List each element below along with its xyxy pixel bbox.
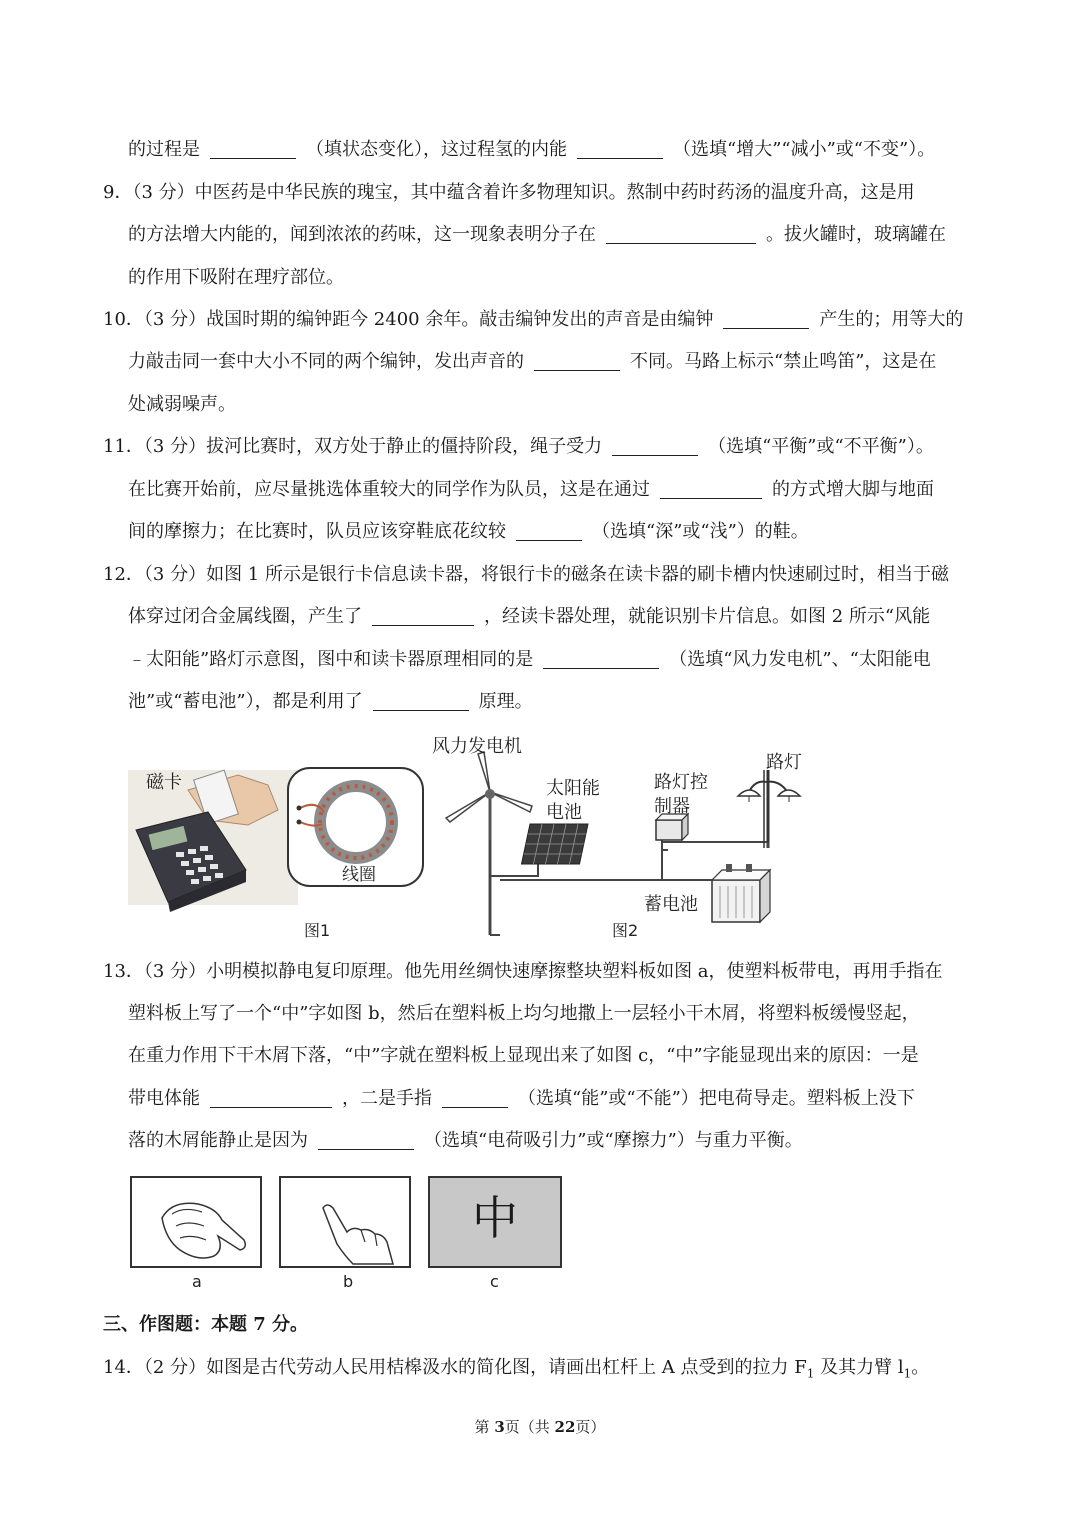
- solar-panel: [521, 824, 588, 864]
- text-line: 在比赛开始前，应尽量挑选体重较大的同学作为队员，这是在通过 的方式增大脚与地面: [128, 479, 934, 500]
- answer-blank[interactable]: [612, 437, 698, 456]
- answer-blank[interactable]: [543, 650, 659, 669]
- answer-blank[interactable]: [534, 352, 620, 371]
- controller-label-2: 制器: [654, 796, 690, 817]
- text-line: 在重力作用下干木屑下落，“中”字就在塑料板上显现出来了如图 c，“中”字能显现出来的原因：一是: [128, 1045, 919, 1066]
- storage-battery: [708, 864, 770, 922]
- panel-c-caption: c: [490, 1272, 499, 1291]
- figure-electrostatic-copy: [128, 1174, 564, 1300]
- panel-c: [428, 1176, 562, 1268]
- controller-label-1: 路灯控: [654, 772, 708, 793]
- text-line: ﹣太阳能”路灯示意图，图中和读卡器原理相同的是 （选填“风力发电机”、“太阳能电: [128, 649, 931, 670]
- question-14: 14．（2 分）如图是古代劳动人民用桔槔汲水的简化图，请画出杠杆上 A 点受到的拉力 $F_1$ 及其力臂 $l_1$。: [103, 1357, 930, 1381]
- text-line: 力敲击同一套中大小不同的两个编钟，发出声音的 不同。马路上标示“禁止鸣笛”，这是在: [128, 351, 937, 372]
- card-label: 磁卡: [146, 772, 182, 793]
- text-line: 的过程是 （填状态变化），这过程氢的内能 （选填“增大”“减小”或“不变”）。: [128, 139, 936, 160]
- lamp-label: 路灯: [766, 752, 802, 773]
- solar-label-1: 太阳能: [546, 778, 600, 799]
- page-footer: 第 3页（共 22页）: [474, 1418, 606, 1436]
- answer-blank[interactable]: [516, 522, 582, 541]
- figure-card-reader-and-streetlight: [128, 730, 808, 945]
- writing-finger-drawing: [281, 1178, 409, 1266]
- question-11: 11．（3 分）拔河比赛时，双方处于静止的僵持阶段，绳子受力 （选填“平衡”或“不平衡”）。: [103, 436, 934, 457]
- text-line: 带电体能 ，二是手指 （选填“能”或“不能”）把电荷导走。塑料板上没下: [128, 1088, 915, 1109]
- turbine-hub: [485, 789, 495, 799]
- question-12: 12．（3 分）如图 1 所示是银行卡信息读卡器，将银行卡的磁条在读卡器的刷卡槽内快速刷过时，相当于磁: [103, 564, 949, 585]
- panel-a-caption: a: [192, 1272, 202, 1291]
- answer-blank[interactable]: [210, 140, 296, 159]
- panel-b: [279, 1176, 411, 1268]
- answer-blank[interactable]: [373, 692, 469, 711]
- battery-label: 蓄电池: [644, 894, 698, 915]
- wind-generator-label: 风力发电机: [432, 736, 522, 757]
- answer-blank[interactable]: [660, 480, 762, 499]
- answer-blank[interactable]: [577, 140, 663, 159]
- question-13: 13．（3 分）小明模拟静电复印原理。他先用丝绸快速摩擦整块塑料板如图 a，使塑料板带电，再用手指在: [103, 961, 943, 982]
- panel-a: [130, 1176, 262, 1268]
- solar-label-2: 电池: [546, 802, 582, 823]
- text-line: 的方法增大内能的，闻到浓浓的药味，这一现象表明分子在 。拔火罐时，玻璃罐在: [128, 224, 946, 245]
- text-line: 间的摩擦力；在比赛时，队员应该穿鞋底花纹较 （选填“深”或“浅”）的鞋。: [128, 521, 809, 542]
- zhong-character: 中: [472, 1191, 518, 1245]
- panel-b-caption: b: [343, 1272, 354, 1291]
- answer-blank[interactable]: [210, 1089, 332, 1108]
- text-line: 落的木屑能静止是因为 （选填“电荷吸引力”或“摩擦力”）与重力平衡。: [128, 1130, 803, 1151]
- question-9: 9．（3 分）中医药是中华民族的瑰宝，其中蕴含着许多物理知识。熬制中药时药汤的温度升高，这是用: [103, 182, 915, 203]
- rubbing-hand-drawing: [132, 1178, 260, 1266]
- answer-blank[interactable]: [442, 1089, 508, 1108]
- street-lamp: [738, 770, 800, 848]
- figure-drawing: [128, 730, 808, 945]
- section-heading: 三、作图题：本题 7 分。: [103, 1314, 309, 1335]
- fig1-caption: 图1: [304, 921, 331, 940]
- text-line: 池”或“蓄电池”），都是利用了 原理。: [128, 691, 533, 712]
- text-line: 的作用下吸附在理疗部位。: [128, 267, 344, 288]
- question-10: 10．（3 分）战国时期的编钟距今 2400 余年。敲击编钟发出的声音是由编钟 产生的；用等大的: [103, 309, 964, 330]
- answer-blank[interactable]: [606, 225, 756, 244]
- fig2-caption: 图2: [612, 921, 639, 940]
- answer-blank[interactable]: [723, 310, 809, 329]
- text-line: 塑料板上写了一个“中”字如图 b，然后在塑料板上均匀地撒上一层轻小干木屑，将塑料板缓慢竖起，: [128, 1003, 920, 1024]
- text-line: 体穿过闭合金属线圈，产生了 ，经读卡器处理，就能识别卡片信息。如图 2 所示“风能: [128, 606, 931, 627]
- coil-label: 线圈: [342, 865, 376, 885]
- answer-blank[interactable]: [372, 607, 474, 626]
- text-line: 处减弱噪声。: [128, 394, 236, 415]
- answer-blank[interactable]: [318, 1131, 414, 1150]
